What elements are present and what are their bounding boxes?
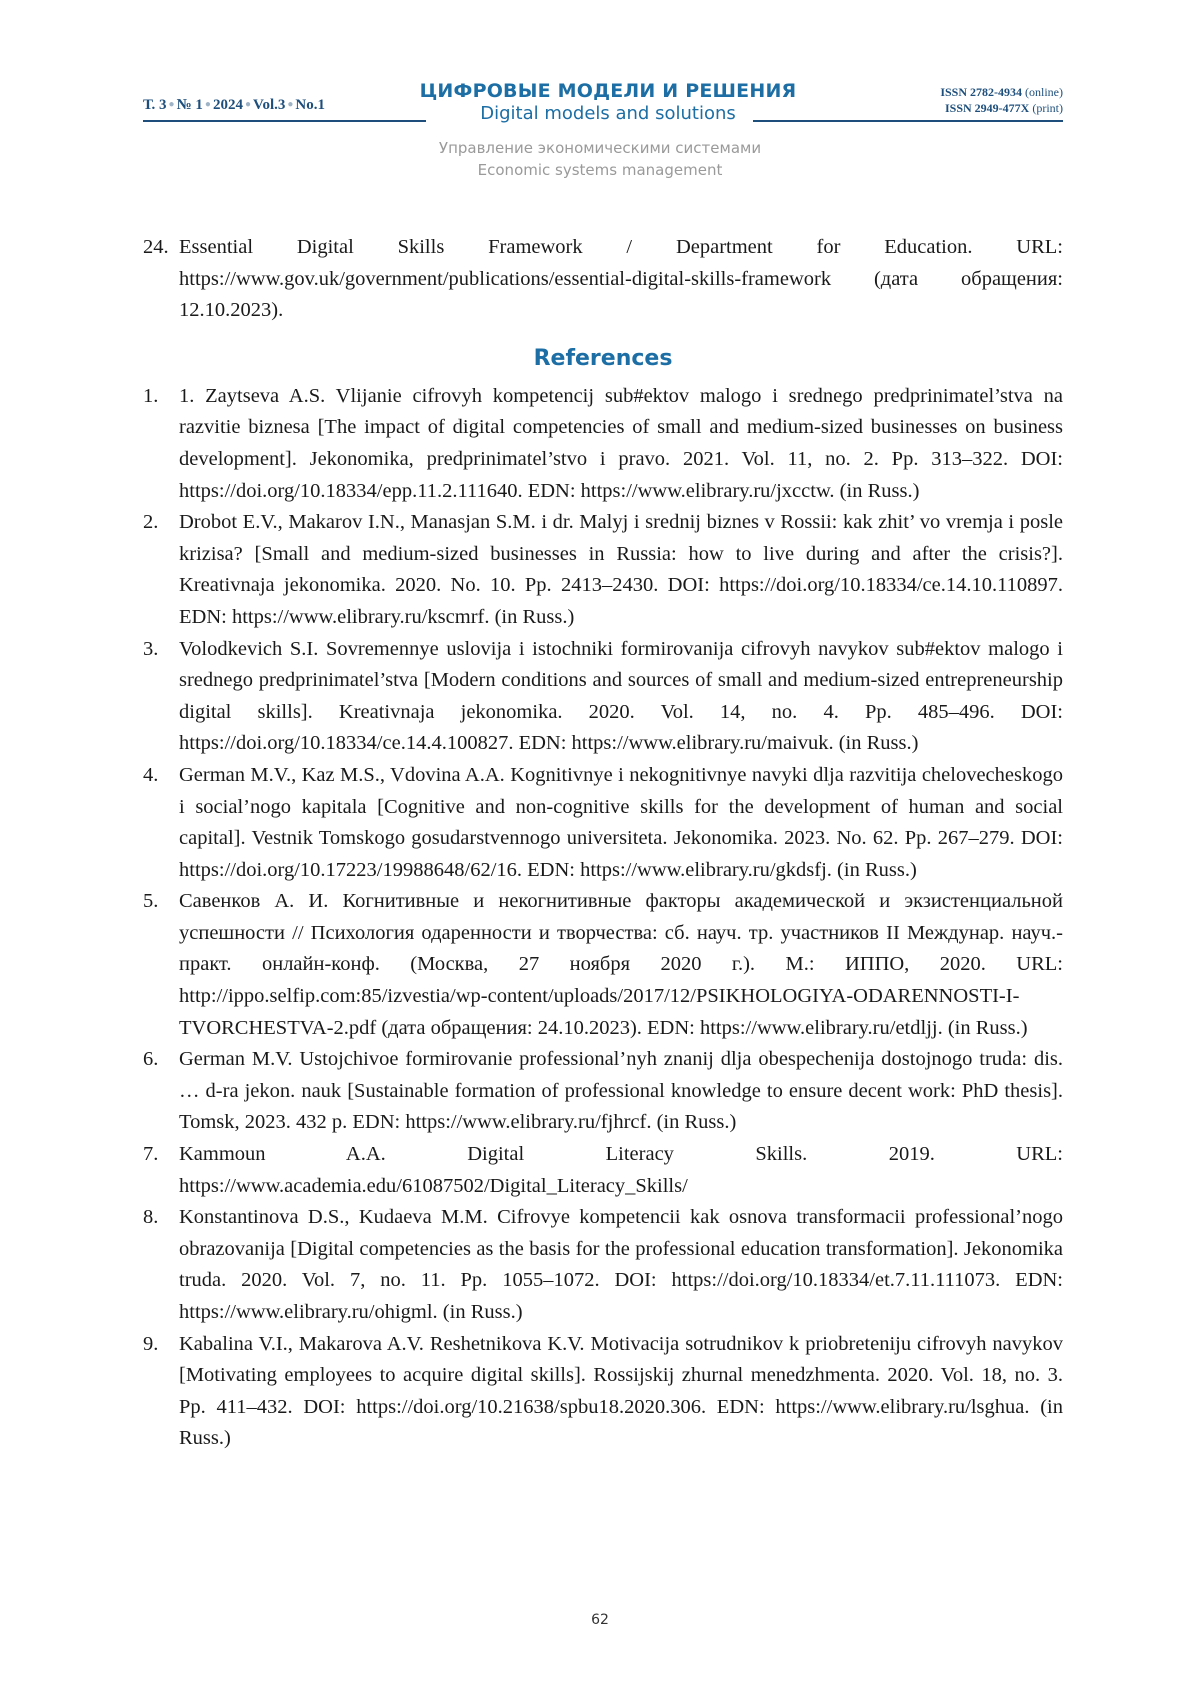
journal-title-en: Digital models and solutions xyxy=(480,103,736,124)
references-heading: References xyxy=(533,345,673,371)
bibliography-entry-24: 24. Essential Digital Skills Framework / Department for Education. URL: https://www.gov.uk/government/publications/essential-digital-skills-framework (дата обращения: 12.10.2023). xyxy=(143,236,1063,322)
header-rule-left xyxy=(143,120,426,122)
reference-item: 7. Kammoun A.A. Digital Literacy Skills. 2019. URL: https://www.academia.edu/61087502/Digital_Literacy_Skills/ xyxy=(143,1143,1063,1197)
issn-block xyxy=(940,84,1063,116)
section-title-ru: Управление экономическими системами xyxy=(438,139,762,157)
reference-item: 6. German M.V. Ustojchivoe formirovanie professional’nyh znanij dlja obespechenija dostojnogo truda: dis. … d-ra jekon. nauk [Sustainable formation of professional knowledge to ensure decent work: PhD thesis]. Tomsk, 2023. 432 p. EDN: https://www.elibrary.ru/fjhrcf. (in Russ.) xyxy=(143,1048,1063,1134)
issn-print: ISSN 2949-477X (print) xyxy=(944,101,1063,115)
issn-online: ISSN 2782-4934 (online) xyxy=(940,85,1063,99)
reference-item: 3. Volodkevich S.I. Sovremennye uslovija i istochniki formirovanija cifrovyh navykov sub#ektov malogo i srednego predprinimatel’stva [Modern conditions and sources of small and medium-sized entrepreneurship digital skills]. Kreativnaja jekonomika. 2020. Vol. 14, no. 4. Pp. 485–496. DOI: https://doi.org/10.18334/ce.14.4.100827. EDN: https://www.elibrary.ru/maivuk. (in Russ.) xyxy=(143,637,1063,755)
journal-title-ru: ЦИФРОВЫЕ МОДЕЛИ И РЕШЕНИЯ xyxy=(419,80,797,102)
references-list xyxy=(143,381,1063,1455)
reference-item: 8. Konstantinova D.S., Kudaeva M.M. Cifrovye kompetencii kak osnova transformacii professional’nogo obrazovanija [Digital competencies as the basis for the professional education transformation]. Jekonomika truda. 2020. Vol. 7, no. 11. Pp. 1055–1072. DOI: https://doi.org/10.18334/et.7.11.111073. EDN: https://www.elibrary.ru/ohigml. (in Russ.) xyxy=(143,1206,1063,1323)
page-number: 62 xyxy=(591,1612,609,1628)
reference-item: 1. 1. Zaytseva A.S. Vlijanie cifrovyh kompetencij sub#ektov malogo i srednego predprinimatel’stva na razvitie biznesa [The impact of digital competencies of small and medium-sized businesses on business development]. Jekonomika, predprinimatel’stvo i pravo. 2021. Vol. 11, no. 2. Pp. 313–322. DOI: https://doi.org/10.18334/epp.11.2.111640. EDN: https://www.elibrary.ru/jxcctw. (in Russ.) xyxy=(143,384,1063,502)
section-title-en: Economic systems management xyxy=(477,161,723,179)
header-rule-right xyxy=(753,120,1063,122)
reference-item: 9. Kabalina V.I., Makarova A.V. Reshetnikova K.V. Motivacija sotrudnikov k priobreteniju cifrovyh navykov [Motivating employees to acquire digital skills]. Rossijskij zhurnal menedzhmenta. 2020. Vol. 18, no. 3. Pp. 411–432. DOI: https://doi.org/10.21638/spbu18.2020.306. EDN: https://www.elibrary.ru/lsghua. (in Russ.) xyxy=(143,1332,1063,1450)
reference-item: 4. German M.V., Kaz M.S., Vdovina A.A. Kognitivnye i nekognitivnye navyki dlja razvitija chelovecheskogo i social’nogo kapitala [Cognitive and non-cognitive skills for the development of human and social capital]. Vestnik Tomskogo gosudarstvennogo universiteta. Jekonomika. 2023. No. 62. Pp. 267–279. DOI: https://doi.org/10.17223/19988648/62/16. EDN: https://www.elibrary.ru/gkdsfj. (in Russ.) xyxy=(143,763,1063,881)
journal-header xyxy=(143,80,1063,130)
reference-item: 2. Drobot E.V., Makarov I.N., Manasjan S.M. i dr. Malyj i srednij biznes v Rossii: kak zhit’ vo vremja i posle krizisa? [Small and medium-sized businesses in Russia: how to live during and after the crisis?]. Kreativnaja jekonomika. 2020. No. 10. Pp. 2413–2430. DOI: https://doi.org/10.18334/ce.14.10.110897. EDN: https://www.elibrary.ru/kscmrf. (in Russ.) xyxy=(143,511,1063,628)
page-content xyxy=(143,232,1063,1455)
reference-item: 5. Савенков А. И. Когнитивные и некогнитивные факторы академической и экзистенциальной успешности // Психология одаренности и творчества: сб. науч. тр. участников II Междунар. науч.-практ. онлайн-конф. (Москва, 27 ноября 2020 г.). М.: ИППО, 2020. URL: http://ippo.selfip.com:85/izvestia/wp-content/uploads/2017/12/PSIKHOLOGIYA-ODARENNOSTI-I-TVORCHESTVA-2.pdf (дата обращения: 24.10.2023). EDN: https://www.elibrary.ru/etdljj. (in Russ.) xyxy=(143,890,1063,1039)
volume-info: Т. 3 ● № 1 ● 2024 ● Vol.3 ● No.1 xyxy=(143,97,325,113)
